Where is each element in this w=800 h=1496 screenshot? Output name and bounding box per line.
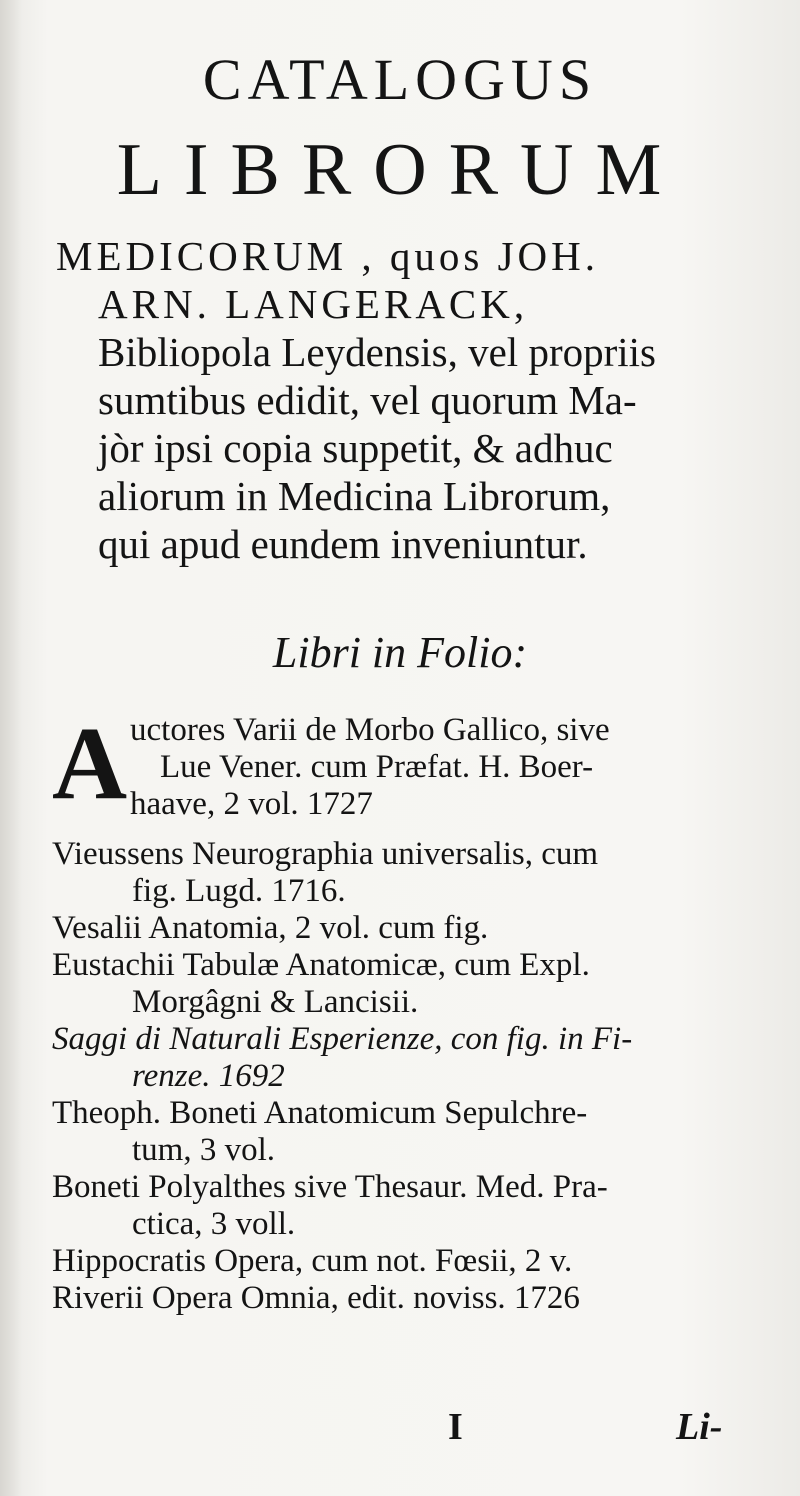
book-entry-line: Hippocratis Opera, cum not. Fœsii, 2 v. — [52, 1243, 573, 1279]
book-entry-continuation: tum, 3 vol. — [132, 1132, 276, 1168]
book-entry-line: Theoph. Boneti Anatomicum Sepulchre- — [52, 1095, 588, 1131]
book-entry — [52, 1169, 742, 1243]
book-entry-line: Riverii Opera Omnia, edit. noviss. 1726 — [52, 1280, 580, 1316]
title-line-librorum: LIBRORUM — [116, 129, 684, 211]
book-entry — [52, 1021, 742, 1095]
book-entry — [52, 1280, 742, 1317]
book-entry — [52, 910, 742, 947]
intro-line: aliorum in Medicina Librorum, — [98, 473, 611, 519]
book-entry-continuation: Morgâgni & Lancisii. — [132, 984, 419, 1020]
book-entry-line: Lue Vener. cum Præfat. H. Boer- — [160, 749, 594, 785]
book-entry-line: Boneti Polyalthes sive Thesaur. Med. Pra- — [52, 1169, 608, 1205]
intro-line: Bibliopola Leydensis, vel propriis — [98, 329, 656, 375]
book-entry-continuation: fig. Lugd. 1716. — [132, 873, 346, 909]
intro-line: ARN. LANGERACK, — [98, 281, 529, 327]
book-entry-line: Vesalii Anatomia, 2 vol. cum fig. — [52, 910, 489, 946]
book-entry — [52, 836, 742, 910]
intro-paragraph — [56, 232, 746, 568]
book-entry-continuation: ctica, 3 voll. — [132, 1206, 296, 1242]
book-entry — [52, 1243, 742, 1280]
page-footer — [0, 1405, 800, 1455]
drop-cap: A — [52, 706, 128, 821]
intro-line: qui apud eundem inveniuntur. — [98, 521, 588, 567]
section-title: Libri in Folio: — [272, 628, 528, 677]
book-entry — [52, 947, 742, 1021]
title-line-catalogus: CATALOGUS — [202, 47, 598, 112]
book-entry-line: Vieussens Neurographia universalis, cum — [52, 836, 599, 872]
intro-line: MEDICORUM , quos JOH. — [56, 233, 600, 279]
intro-line: sumtibus edidit, vel quorum Ma- — [98, 377, 637, 423]
book-entry-line: Saggi di Naturali Esperienze, con fig. in Fi- — [52, 1021, 633, 1057]
intro-line: jòr ipsi copia suppetit, & adhuc — [98, 425, 613, 471]
catchword: Li- — [676, 1406, 723, 1448]
book-entry-text — [130, 712, 610, 823]
page-gutter-shadow — [0, 0, 22, 1496]
book-entry-line: Eustachii Tabulæ Anatomicæ, cum Expl. — [52, 947, 590, 983]
book-entry-line: uctores Varii de Morbo Gallico, sive — [130, 712, 610, 748]
book-entry-first — [52, 706, 742, 832]
signature-mark: I — [448, 1406, 463, 1448]
book-entry-line: haave, 2 vol. 1727 — [130, 786, 373, 822]
book-entry-continuation: renze. 1692 — [132, 1058, 285, 1094]
book-entry — [52, 1095, 742, 1169]
book-entry-list — [52, 706, 742, 1317]
